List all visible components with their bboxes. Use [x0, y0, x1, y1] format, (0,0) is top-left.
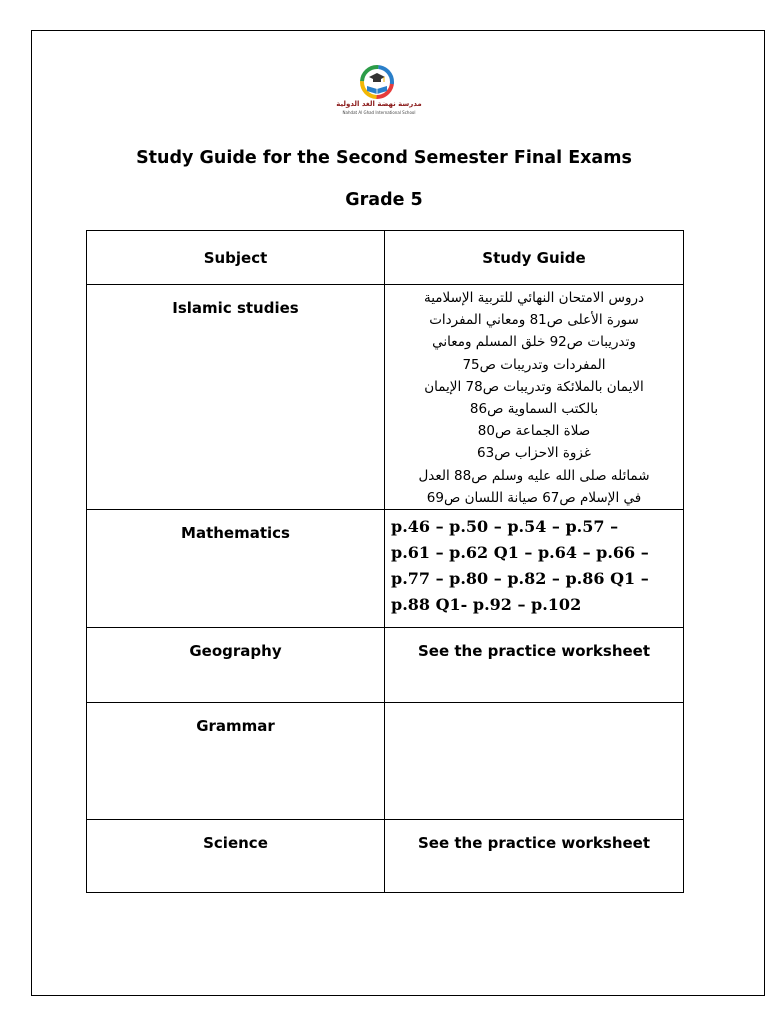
guide-line: سورة الأعلى ص81 ومعاني المفردات: [429, 312, 639, 329]
guide-line: بالكتب السماوية ص86: [469, 401, 599, 418]
table-row: [87, 628, 684, 703]
guide-line: p.88 Q1- p.92 – p.102: [391, 595, 582, 615]
subject-islamic-studies: Islamic studies: [87, 285, 385, 510]
study-guide-table: [86, 230, 684, 893]
subject-mathematics: Mathematics: [87, 510, 385, 628]
guide-line: غزوة الاحزاب ص63: [477, 445, 591, 462]
table-row: [87, 703, 684, 820]
school-name-arabic: مدرسة نهضة الغد الدولية: [336, 100, 422, 108]
guide-mathematics: [385, 510, 684, 628]
table-header-row: [87, 231, 684, 285]
school-logo: [330, 58, 428, 118]
guide-line: دروس الامتحان النهائي للتربية الإسلامية: [423, 290, 644, 306]
guide-line: شمائله صلى الله عليه وسلم ص88 العدل: [418, 467, 650, 484]
guide-science: See the practice worksheet: [385, 820, 684, 893]
guide-line: p.46 – p.50 – p.54 – p.57 –: [391, 517, 619, 537]
document-subtitle: Grade 5: [345, 190, 423, 210]
subject-science: Science: [87, 820, 385, 893]
guide-line: p.61 – p.62 Q1 – p.64 – p.66 –: [391, 543, 649, 563]
school-name-english: Nahdat Al Ghad International School: [342, 110, 416, 115]
table-row: [87, 510, 684, 628]
table-row: [87, 285, 684, 510]
guide-geography: See the practice worksheet: [385, 628, 684, 703]
guide-line: في الإسلام ص67 صيانة اللسان ص69: [426, 489, 642, 506]
guide-line: المفردات وتدريبات ص75: [462, 356, 606, 373]
table-row: [87, 820, 684, 893]
header-study-guide: Study Guide: [385, 231, 684, 285]
subject-grammar: Grammar: [87, 703, 385, 820]
school-logo-graphic: [330, 58, 428, 118]
guide-grammar: [385, 703, 684, 820]
subject-geography: Geography: [87, 628, 385, 703]
guide-line: صلاة الجماعة ص80: [477, 423, 591, 440]
header-subject: Subject: [87, 231, 385, 285]
guide-line: وتدريبات ص92 خلق المسلم ومعاني: [432, 334, 636, 351]
guide-line: الايمان بالملائكة وتدريبات ص78 الإيمان: [424, 378, 644, 395]
guide-islamic-studies: [385, 285, 684, 510]
document-title: Study Guide for the Second Semester Final Exams: [136, 148, 632, 168]
guide-line: p.77 – p.80 – p.82 – p.86 Q1 –: [391, 569, 649, 589]
